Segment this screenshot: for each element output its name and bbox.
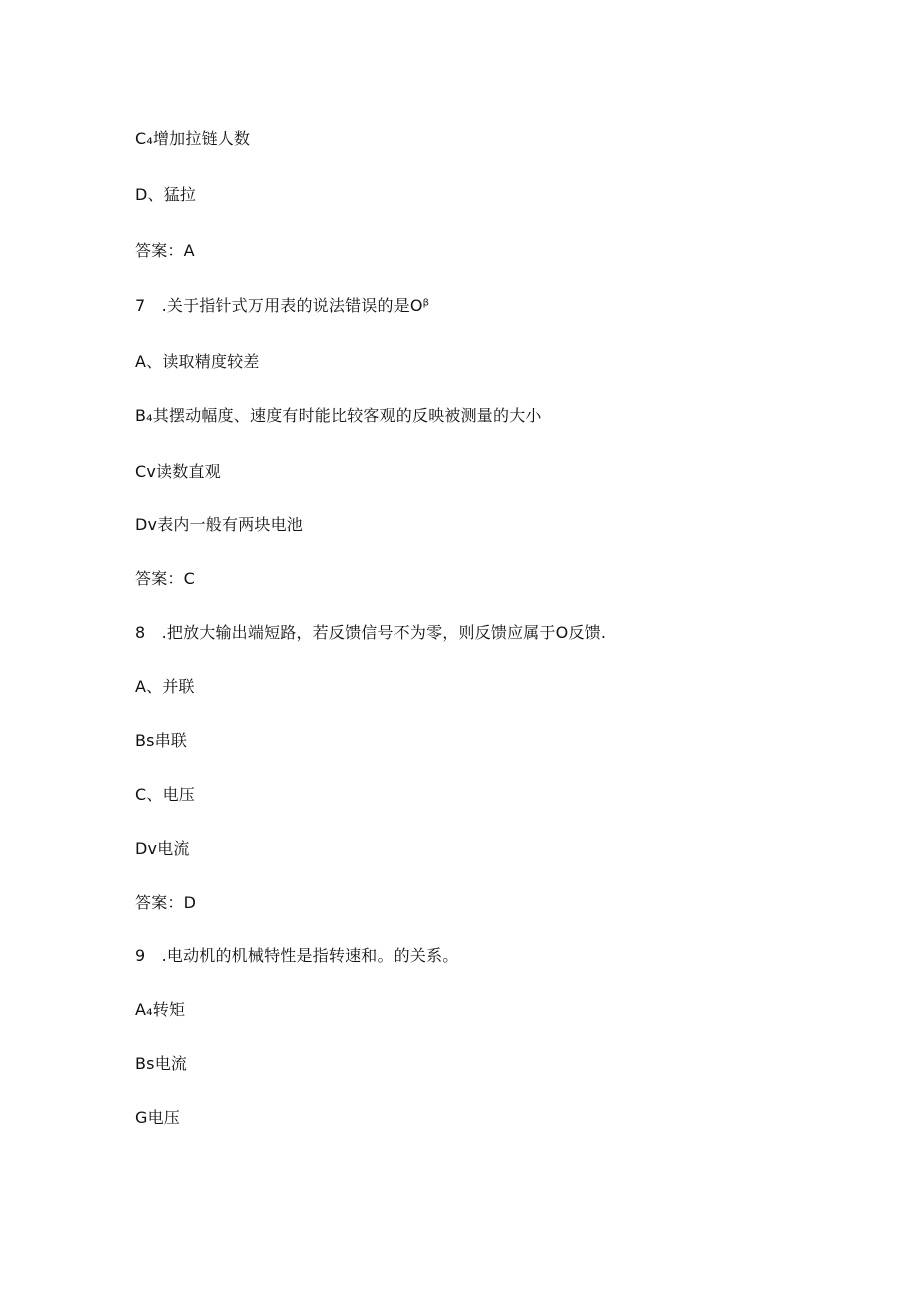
option-c-line: C、电压 bbox=[135, 785, 195, 804]
option-b-line: Bs串联 bbox=[135, 731, 188, 750]
question-9: 9 .电动机的机械特性是指转速和。的关系。 bbox=[135, 946, 459, 965]
option-c-line: G电压 bbox=[135, 1108, 180, 1127]
answer-line: 答案：C bbox=[135, 569, 195, 588]
option-d-line: Dv电流 bbox=[135, 839, 190, 858]
question-8: 8 .把放大输出端短路，若反馈信号不为零，则反馈应属于O反馈. bbox=[135, 623, 607, 642]
question-7: 7 .关于指针式万用表的说法错误的是Oᵝ bbox=[135, 296, 430, 315]
option-a-line: A、读取精度较差 bbox=[135, 352, 260, 371]
option-b-line: Bs电流 bbox=[135, 1054, 188, 1073]
option-c-line: Cv读数直观 bbox=[135, 462, 221, 481]
option-c-line: C₄增加拉链人数 bbox=[135, 129, 251, 148]
answer-line: 答案：A bbox=[135, 241, 195, 260]
option-a-line: A、并联 bbox=[135, 677, 195, 696]
option-b-line: B₄其摆动幅度、速度有时能比较客观的反映被测量的大小 bbox=[135, 406, 542, 425]
option-a-line: A₄转矩 bbox=[135, 1000, 186, 1019]
option-d-line: Dv表内一般有两块电池 bbox=[135, 515, 303, 534]
option-d-line: D、猛拉 bbox=[135, 185, 197, 204]
answer-line: 答案：D bbox=[135, 893, 197, 912]
